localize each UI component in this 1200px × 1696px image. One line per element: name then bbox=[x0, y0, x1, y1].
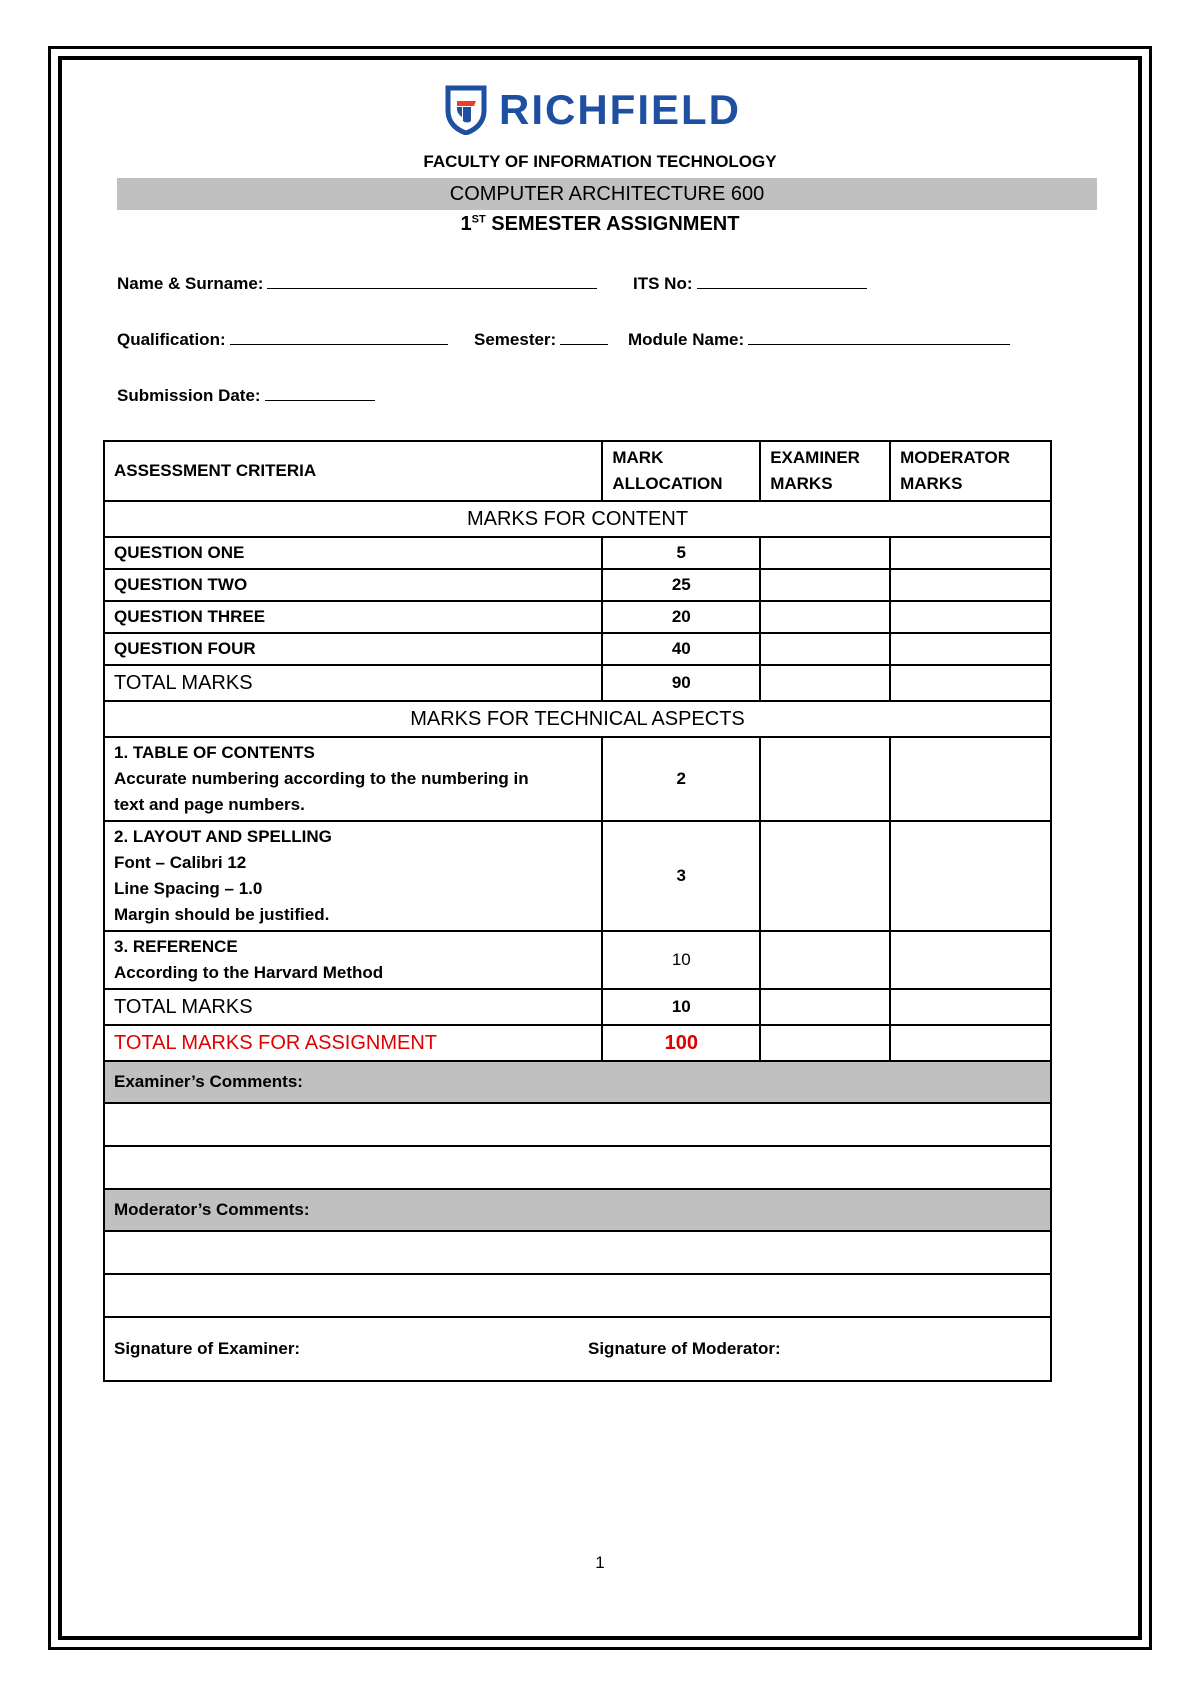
examiner-mark-cell[interactable] bbox=[760, 931, 890, 989]
examiner-signature-label: Signature of Examiner: bbox=[114, 1339, 301, 1358]
course-title: COMPUTER ARCHITECTURE 600 bbox=[117, 178, 1097, 210]
question-label: QUESTION ONE bbox=[104, 537, 602, 569]
submission-field[interactable] bbox=[117, 384, 375, 406]
comment-cell[interactable] bbox=[104, 1146, 1051, 1189]
page-number: 1 bbox=[595, 1553, 605, 1572]
grand-total-row bbox=[104, 1025, 1051, 1061]
aspect-mark: 3 bbox=[602, 821, 760, 931]
table-header-row bbox=[104, 441, 1051, 501]
assignment-title bbox=[0, 213, 1200, 236]
richfield-logo bbox=[445, 82, 741, 138]
semester-ordinal: ST bbox=[471, 213, 486, 226]
aspect-description bbox=[104, 821, 602, 931]
moderator-comments-label: Moderator’s Comments: bbox=[104, 1189, 1051, 1231]
shield-icon bbox=[445, 85, 487, 135]
its-label: ITS No: bbox=[633, 274, 693, 293]
grand-total-label: TOTAL MARKS FOR ASSIGNMENT bbox=[104, 1025, 602, 1061]
module-line[interactable] bbox=[748, 328, 1010, 345]
moderator-mark-cell[interactable] bbox=[890, 537, 1051, 569]
technical-total-mark: 10 bbox=[602, 989, 760, 1025]
examiner-mark-cell[interactable] bbox=[760, 537, 890, 569]
question-label: QUESTION THREE bbox=[104, 601, 602, 633]
aspect-line: Font – Calibri 12 bbox=[114, 853, 247, 872]
question-label: QUESTION TWO bbox=[104, 569, 602, 601]
semester-number: 1 bbox=[460, 213, 472, 235]
table-row bbox=[104, 633, 1051, 665]
logo-text: RICHFIELD bbox=[499, 86, 741, 133]
semester-field[interactable] bbox=[474, 328, 608, 350]
moderator-comments-header-row bbox=[104, 1189, 1051, 1231]
aspect-line: Accurate numbering according to the numbering in bbox=[114, 769, 529, 788]
content-total-mark: 90 bbox=[602, 665, 760, 701]
examiner-header bbox=[760, 441, 890, 501]
aspect-line: Line Spacing – 1.0 bbox=[114, 879, 263, 898]
moderator-mark-cell[interactable] bbox=[890, 737, 1051, 821]
moderator-mark-cell[interactable] bbox=[890, 1025, 1051, 1061]
submission-line[interactable] bbox=[265, 384, 375, 401]
signature-row bbox=[104, 1317, 1051, 1381]
technical-section-row bbox=[104, 701, 1051, 737]
name-field[interactable] bbox=[117, 272, 597, 294]
moderator-header-line1: MODERATOR bbox=[900, 448, 1010, 467]
examiner-mark-cell[interactable] bbox=[760, 821, 890, 931]
aspect-line: Margin should be justified. bbox=[114, 905, 330, 924]
table-row bbox=[104, 601, 1051, 633]
examiner-mark-cell[interactable] bbox=[760, 665, 890, 701]
mark-allocation-header-line2: ALLOCATION bbox=[612, 474, 723, 493]
moderator-mark-cell[interactable] bbox=[890, 601, 1051, 633]
content-section-title: MARKS FOR CONTENT bbox=[104, 501, 1051, 537]
table-row bbox=[104, 821, 1051, 931]
question-mark: 5 bbox=[602, 537, 760, 569]
comment-cell[interactable] bbox=[104, 1103, 1051, 1146]
technical-section-title: MARKS FOR TECHNICAL ASPECTS bbox=[104, 701, 1051, 737]
module-field[interactable] bbox=[628, 328, 1010, 350]
examiner-header-line2: MARKS bbox=[770, 474, 833, 493]
examiner-comment-line[interactable] bbox=[104, 1103, 1051, 1146]
criteria-header: ASSESSMENT CRITERIA bbox=[104, 441, 602, 501]
moderator-mark-cell[interactable] bbox=[890, 569, 1051, 601]
technical-total-label: TOTAL MARKS bbox=[104, 989, 602, 1025]
semester-text: SEMESTER ASSIGNMENT bbox=[485, 213, 740, 235]
question-mark: 40 bbox=[602, 633, 760, 665]
question-mark: 20 bbox=[602, 601, 760, 633]
moderator-header-line2: MARKS bbox=[900, 474, 963, 493]
table-row bbox=[104, 569, 1051, 601]
aspect-mark: 10 bbox=[602, 931, 760, 989]
moderator-mark-cell[interactable] bbox=[890, 931, 1051, 989]
aspect-title: 2. LAYOUT AND SPELLING bbox=[114, 827, 332, 846]
mark-allocation-header-line1: MARK bbox=[612, 448, 664, 467]
aspect-title: 3. REFERENCE bbox=[114, 937, 238, 956]
moderator-mark-cell[interactable] bbox=[890, 665, 1051, 701]
content-section-row bbox=[104, 501, 1051, 537]
comment-cell[interactable] bbox=[104, 1274, 1051, 1317]
signature-cell[interactable] bbox=[104, 1317, 1051, 1381]
content-total-row bbox=[104, 665, 1051, 701]
aspect-description bbox=[104, 931, 602, 989]
mark-allocation-header bbox=[602, 441, 760, 501]
examiner-comments-label: Examiner’s Comments: bbox=[104, 1061, 1051, 1103]
examiner-mark-cell[interactable] bbox=[760, 737, 890, 821]
qualification-line[interactable] bbox=[230, 328, 448, 345]
question-label: QUESTION FOUR bbox=[104, 633, 602, 665]
examiner-mark-cell[interactable] bbox=[760, 569, 890, 601]
moderator-mark-cell[interactable] bbox=[890, 989, 1051, 1025]
table-row bbox=[104, 737, 1051, 821]
aspect-title: 1. TABLE OF CONTENTS bbox=[114, 743, 315, 762]
aspect-mark: 2 bbox=[602, 737, 760, 821]
comment-cell[interactable] bbox=[104, 1231, 1051, 1274]
table-row bbox=[104, 537, 1051, 569]
examiner-header-line1: EXAMINER bbox=[770, 448, 860, 467]
examiner-mark-cell[interactable] bbox=[760, 989, 890, 1025]
module-label: Module Name: bbox=[628, 330, 745, 349]
aspect-line: text and page numbers. bbox=[114, 795, 305, 814]
name-label: Name & Surname: bbox=[117, 274, 264, 293]
examiner-mark-cell[interactable] bbox=[760, 601, 890, 633]
question-mark: 25 bbox=[602, 569, 760, 601]
semester-label: Semester: bbox=[474, 330, 557, 349]
its-line[interactable] bbox=[697, 272, 867, 289]
its-field[interactable] bbox=[633, 272, 867, 294]
name-line[interactable] bbox=[267, 272, 597, 289]
moderator-mark-cell[interactable] bbox=[890, 821, 1051, 931]
moderator-comment-line[interactable] bbox=[104, 1231, 1051, 1274]
aspect-line: According to the Harvard Method bbox=[114, 963, 384, 982]
qualification-label: Qualification: bbox=[117, 330, 226, 349]
content-total-label: TOTAL MARKS bbox=[104, 665, 602, 701]
examiner-mark-cell[interactable] bbox=[760, 633, 890, 665]
semester-line[interactable] bbox=[560, 328, 608, 345]
moderator-signature-label: Signature of Moderator: bbox=[588, 1339, 781, 1358]
moderator-comment-line[interactable] bbox=[104, 1274, 1051, 1317]
examiner-comment-line[interactable] bbox=[104, 1146, 1051, 1189]
table-row bbox=[104, 931, 1051, 989]
moderator-mark-cell[interactable] bbox=[890, 633, 1051, 665]
qualification-field[interactable] bbox=[117, 328, 448, 350]
examiner-comments-header-row bbox=[104, 1061, 1051, 1103]
moderator-header bbox=[890, 441, 1051, 501]
technical-total-row bbox=[104, 989, 1051, 1025]
grand-total-mark: 100 bbox=[602, 1025, 760, 1061]
aspect-description bbox=[104, 737, 602, 821]
assessment-table bbox=[103, 440, 1052, 1382]
faculty-title: FACULTY OF INFORMATION TECHNOLOGY bbox=[423, 152, 777, 171]
examiner-mark-cell[interactable] bbox=[760, 1025, 890, 1061]
submission-label: Submission Date: bbox=[117, 386, 261, 405]
